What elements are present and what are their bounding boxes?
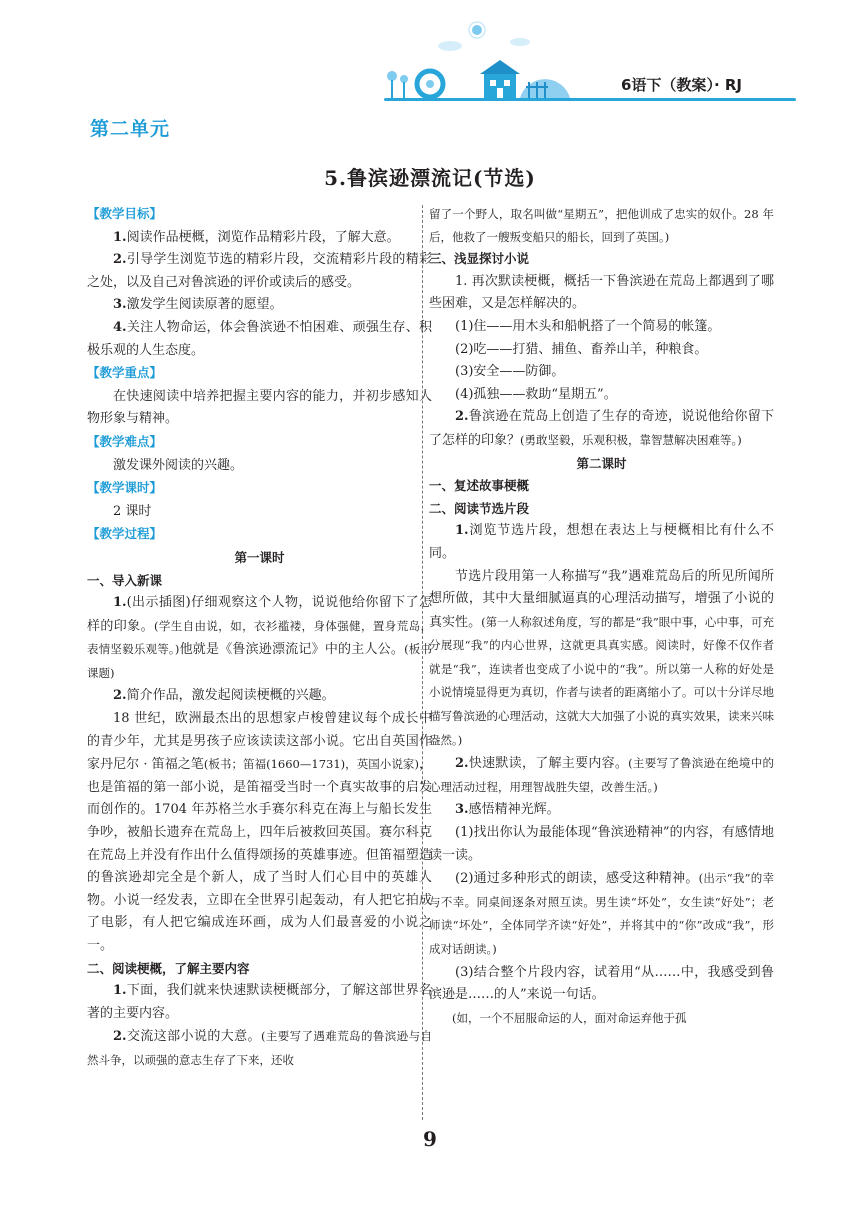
goals-tag: 【教学目标】 xyxy=(87,206,163,221)
lesson-title: 5.鲁滨逊漂流记(节选) xyxy=(324,166,536,190)
sun-icon xyxy=(469,22,485,38)
section-heading: 二、阅读梗概，了解主要内容 xyxy=(87,960,250,976)
step-item: 2.快速默读，了解主要内容。(主要写了鲁滨逊在绝境中的心理活动过程，用理智战胜失望，改善生活。) xyxy=(429,756,774,794)
section-heading: 一、导入新课 xyxy=(87,572,163,588)
difficult-text: 激发课外阅读的兴趣。 xyxy=(113,457,244,473)
page-number: 9 xyxy=(423,1127,437,1151)
step-item: 1. 再次默读梗概，概括一下鲁滨逊在荒岛上都遇到了哪些困难，又是怎样解决的。 xyxy=(429,273,774,312)
goal-item: 4.关注人物命运，体会鲁滨逊不怕困难、顽强生存、积极乐观的人生态度。 xyxy=(87,319,432,358)
lesson1-heading: 第一课时 xyxy=(234,549,285,565)
sub-item: (3)结合整个片段内容，试着用“从……中，我感受到鲁滨逊是……的人”来说一句话。 xyxy=(429,964,774,1003)
right-column xyxy=(429,203,774,1029)
sub-item: (1)住——用木头和船帆搭了一个简易的帐篷。 xyxy=(455,318,721,334)
left-column xyxy=(87,203,432,1073)
lesson2-heading: 第二课时 xyxy=(576,455,627,471)
step-item: 1.下面，我们就来快速默读梗概部分，了解这部世界名著的主要内容。 xyxy=(87,983,432,1021)
section-heading: 三、浅显探讨小说 xyxy=(429,251,530,267)
goal-item: 3.激发学生阅读原著的愿望。 xyxy=(113,297,283,313)
hours-text: 2 课时 xyxy=(113,503,152,519)
step-item: 2.简介作品，激发起阅读梗概的兴趣。 xyxy=(113,688,335,704)
sub-item: (4)孤独——救助“星期五”。 xyxy=(455,386,617,402)
key-text: 在快速阅读中培养把握主要内容的能力，并初步感知人物形象与精神。 xyxy=(87,388,432,427)
step-item: 2.鲁滨逊在荒岛上创造了生存的奇迹，说说他给你留下了怎样的印象？(勇敢坚毅，乐观积极，靠智慧解决困难等。) xyxy=(429,409,774,448)
sub-item: (3)安全——防御。 xyxy=(455,364,565,380)
goal-item: 1.阅读作品梗概，浏览作品精彩片段，了解大意。 xyxy=(113,229,400,245)
goal-item: 2.引导学生浏览节选的精彩片段，交流精彩片段的精彩之处，以及自己对鲁滨逊的评价或读后的感受。 xyxy=(87,252,432,290)
intro-paragraph: 18 世纪，欧洲最杰出的思想家卢梭曾建议每个成长中的青少年，尤其是男孩子应该读读这部小说。它出自英国作家丹尼尔 · 笛福之笔(板书；笛福(1660—1731)，英国小说家)，也是笛福的第一部小说，是笛福受当时一个真实故事的启发而创作的。1704 年苏格兰水手赛尔科克在海上与船长发生争吵，被船长遗弃在荒岛上，四年后被救回英国。赛尔科克在荒岛上并没有作出什么值得颂扬的英雄事迹。但笛福塑造的鲁滨逊却完全是个新人，成了当时人们心目中的英雄人物。小说一经发表，立即在全世界引起轰动，有人把它拍成了电影，有人把它编成连环画，成为人们最喜爱的小说之一。 xyxy=(87,711,432,953)
header-rule xyxy=(384,98,796,101)
ferris-wheel-icon xyxy=(417,71,443,97)
header-illustration xyxy=(380,16,570,100)
process-tag: 【教学过程】 xyxy=(87,526,163,542)
sub-item-note: (如，一个不屈服命运的人，面对命运弃他于孤 xyxy=(452,1010,687,1025)
step-item: 3.感悟精神光辉。 xyxy=(455,802,560,818)
house-icon xyxy=(480,60,520,98)
step-item: 2.交流这部小说的大意。(主要写了遇难荒岛的鲁滨逊与自然斗争，以顽强的意志生存了下来，还收 xyxy=(87,1029,432,1067)
tree-icon xyxy=(387,71,408,98)
section-heading: 一、复述故事梗概 xyxy=(429,478,530,494)
sub-item: (1)找出你认为最能体现“鲁滨逊精神”的内容，有感情地读一读。 xyxy=(429,825,774,863)
hours-tag: 【教学课时】 xyxy=(87,480,163,496)
unit-title: 第二单元 xyxy=(90,118,171,140)
book-title: 6语下（教案）· RJ xyxy=(621,76,742,94)
step-item: 1.浏览节选片段，想想在表达上与梗概相比有什么不同。 xyxy=(429,523,774,561)
continued-note: 留了一个野人，取名叫做“星期五”，把他训成了忠实的奴仆。28 年后，他救了一艘叛变船只的船长，回到了英国。) xyxy=(429,207,774,244)
cloud-icon xyxy=(438,38,530,51)
section-heading: 二、阅读节选片段 xyxy=(429,500,530,516)
difficult-tag: 【教学难点】 xyxy=(87,433,163,449)
fence-icon xyxy=(526,82,548,98)
key-tag: 【教学重点】 xyxy=(87,365,163,381)
body-paragraph: 节选片段用第一人称描写“我”遇难荒岛后的所见所闻所想所做，其中大量细腻逼真的心理活动描写，增强了小说的真实性。(第一人称叙述角度，写的都是“我”眼中事，心中事，可充分展现“我”的内心世界，这就更具真实感。阅读时，好像不仅作者就是“我”，连读者也变成了小说中的“我”。所以第一人称的好处是小说情境显得更为真切，作者与读者的距离缩小了。可以十分详尽地描写鲁滨逊的心理活动，这就大大加强了小说的真实效果，读来兴味盎然。) xyxy=(429,568,774,747)
sub-item: (2)通过多种形式的朗读，感受这种精神。(出示“我”的幸与不幸。同桌间逐条对照互读。男生读“坏处”，女生读“好处”；老师读“坏处”，全体同学齐读“好处”，并将其中的“你”改成“我”，形成对话朗读。) xyxy=(429,871,775,956)
sub-item: (2)吃——打猎、捕鱼、畜养山羊，种粮食。 xyxy=(455,341,708,357)
step-item: 1.(出示插图)仔细观察这个人物，说说他给你留下了怎样的印象。(学生自由说，如，衣衫褴褛，身体强健，置身荒岛，表情坚毅乐观等。)他就是《鲁滨逊漂流记》中的主人公。(板书课题) xyxy=(87,595,432,680)
